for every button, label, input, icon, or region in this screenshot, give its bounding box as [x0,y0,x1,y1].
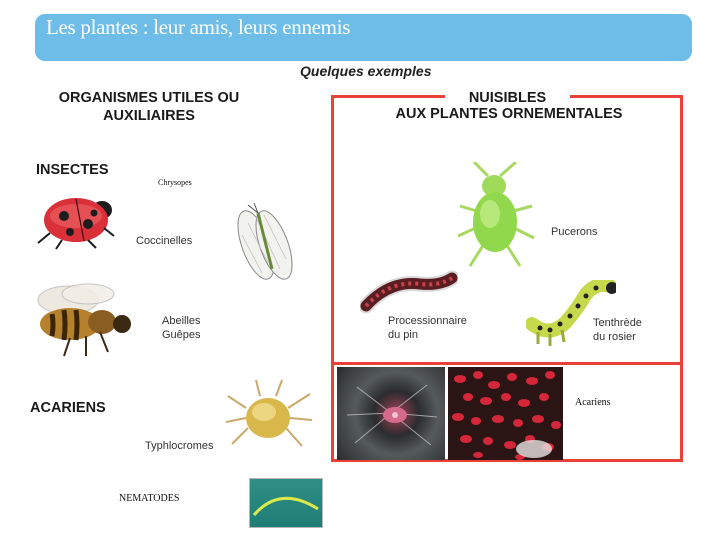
mite-photo-colony [448,367,563,460]
useful-organisms-heading-line2: AUXILIAIRES [103,108,195,124]
abeilles-label: Abeilles [162,315,201,327]
lacewing-image [228,203,300,285]
insectes-heading: INSECTES [36,162,109,178]
tenthrede-label: Tenthrède [593,317,642,329]
processionnaire-caterpillar-image [360,270,458,314]
pests-heading-line2: AUX PLANTES ORNEMENTALES [395,106,623,122]
useful-organisms-heading-line1: ORGANISMES UTILES OU [58,90,240,106]
pests-heading-line1: NUISIBLES [445,89,570,107]
acariens-heading: ACARIENS [30,400,106,416]
bee-image [30,278,138,360]
coccinelles-label: Coccinelles [136,235,193,247]
chrysopes-label: Chrysopes [158,178,192,187]
subtitle: Quelques exemples [300,63,432,79]
aphid-image [454,162,536,270]
tenthrede-label-2: du rosier [593,331,636,343]
mite-photo-closeup [337,367,445,460]
mite-colony-dots [448,367,563,460]
nematode-image [249,478,323,528]
mite-photo-closeup-detail [337,367,445,460]
typhlocromes-label: Typhlocromes [145,440,214,452]
slide-title: Les plantes : leur amis, leurs ennemis [46,15,351,39]
nematodes-label: NEMATODES [119,493,180,504]
pucerons-label: Pucerons [551,226,598,238]
guepes-label: Guêpes [162,329,201,341]
ladybug-image [30,188,120,250]
pests-frame-divider [331,362,683,365]
nematode-worm-shape [250,479,322,527]
typhlocrome-mite-image [226,378,312,452]
processionnaire-label-2: du pin [388,329,418,341]
processionnaire-label: Processionnaire [388,315,467,327]
acariens-pest-label: Acariens [575,397,611,408]
